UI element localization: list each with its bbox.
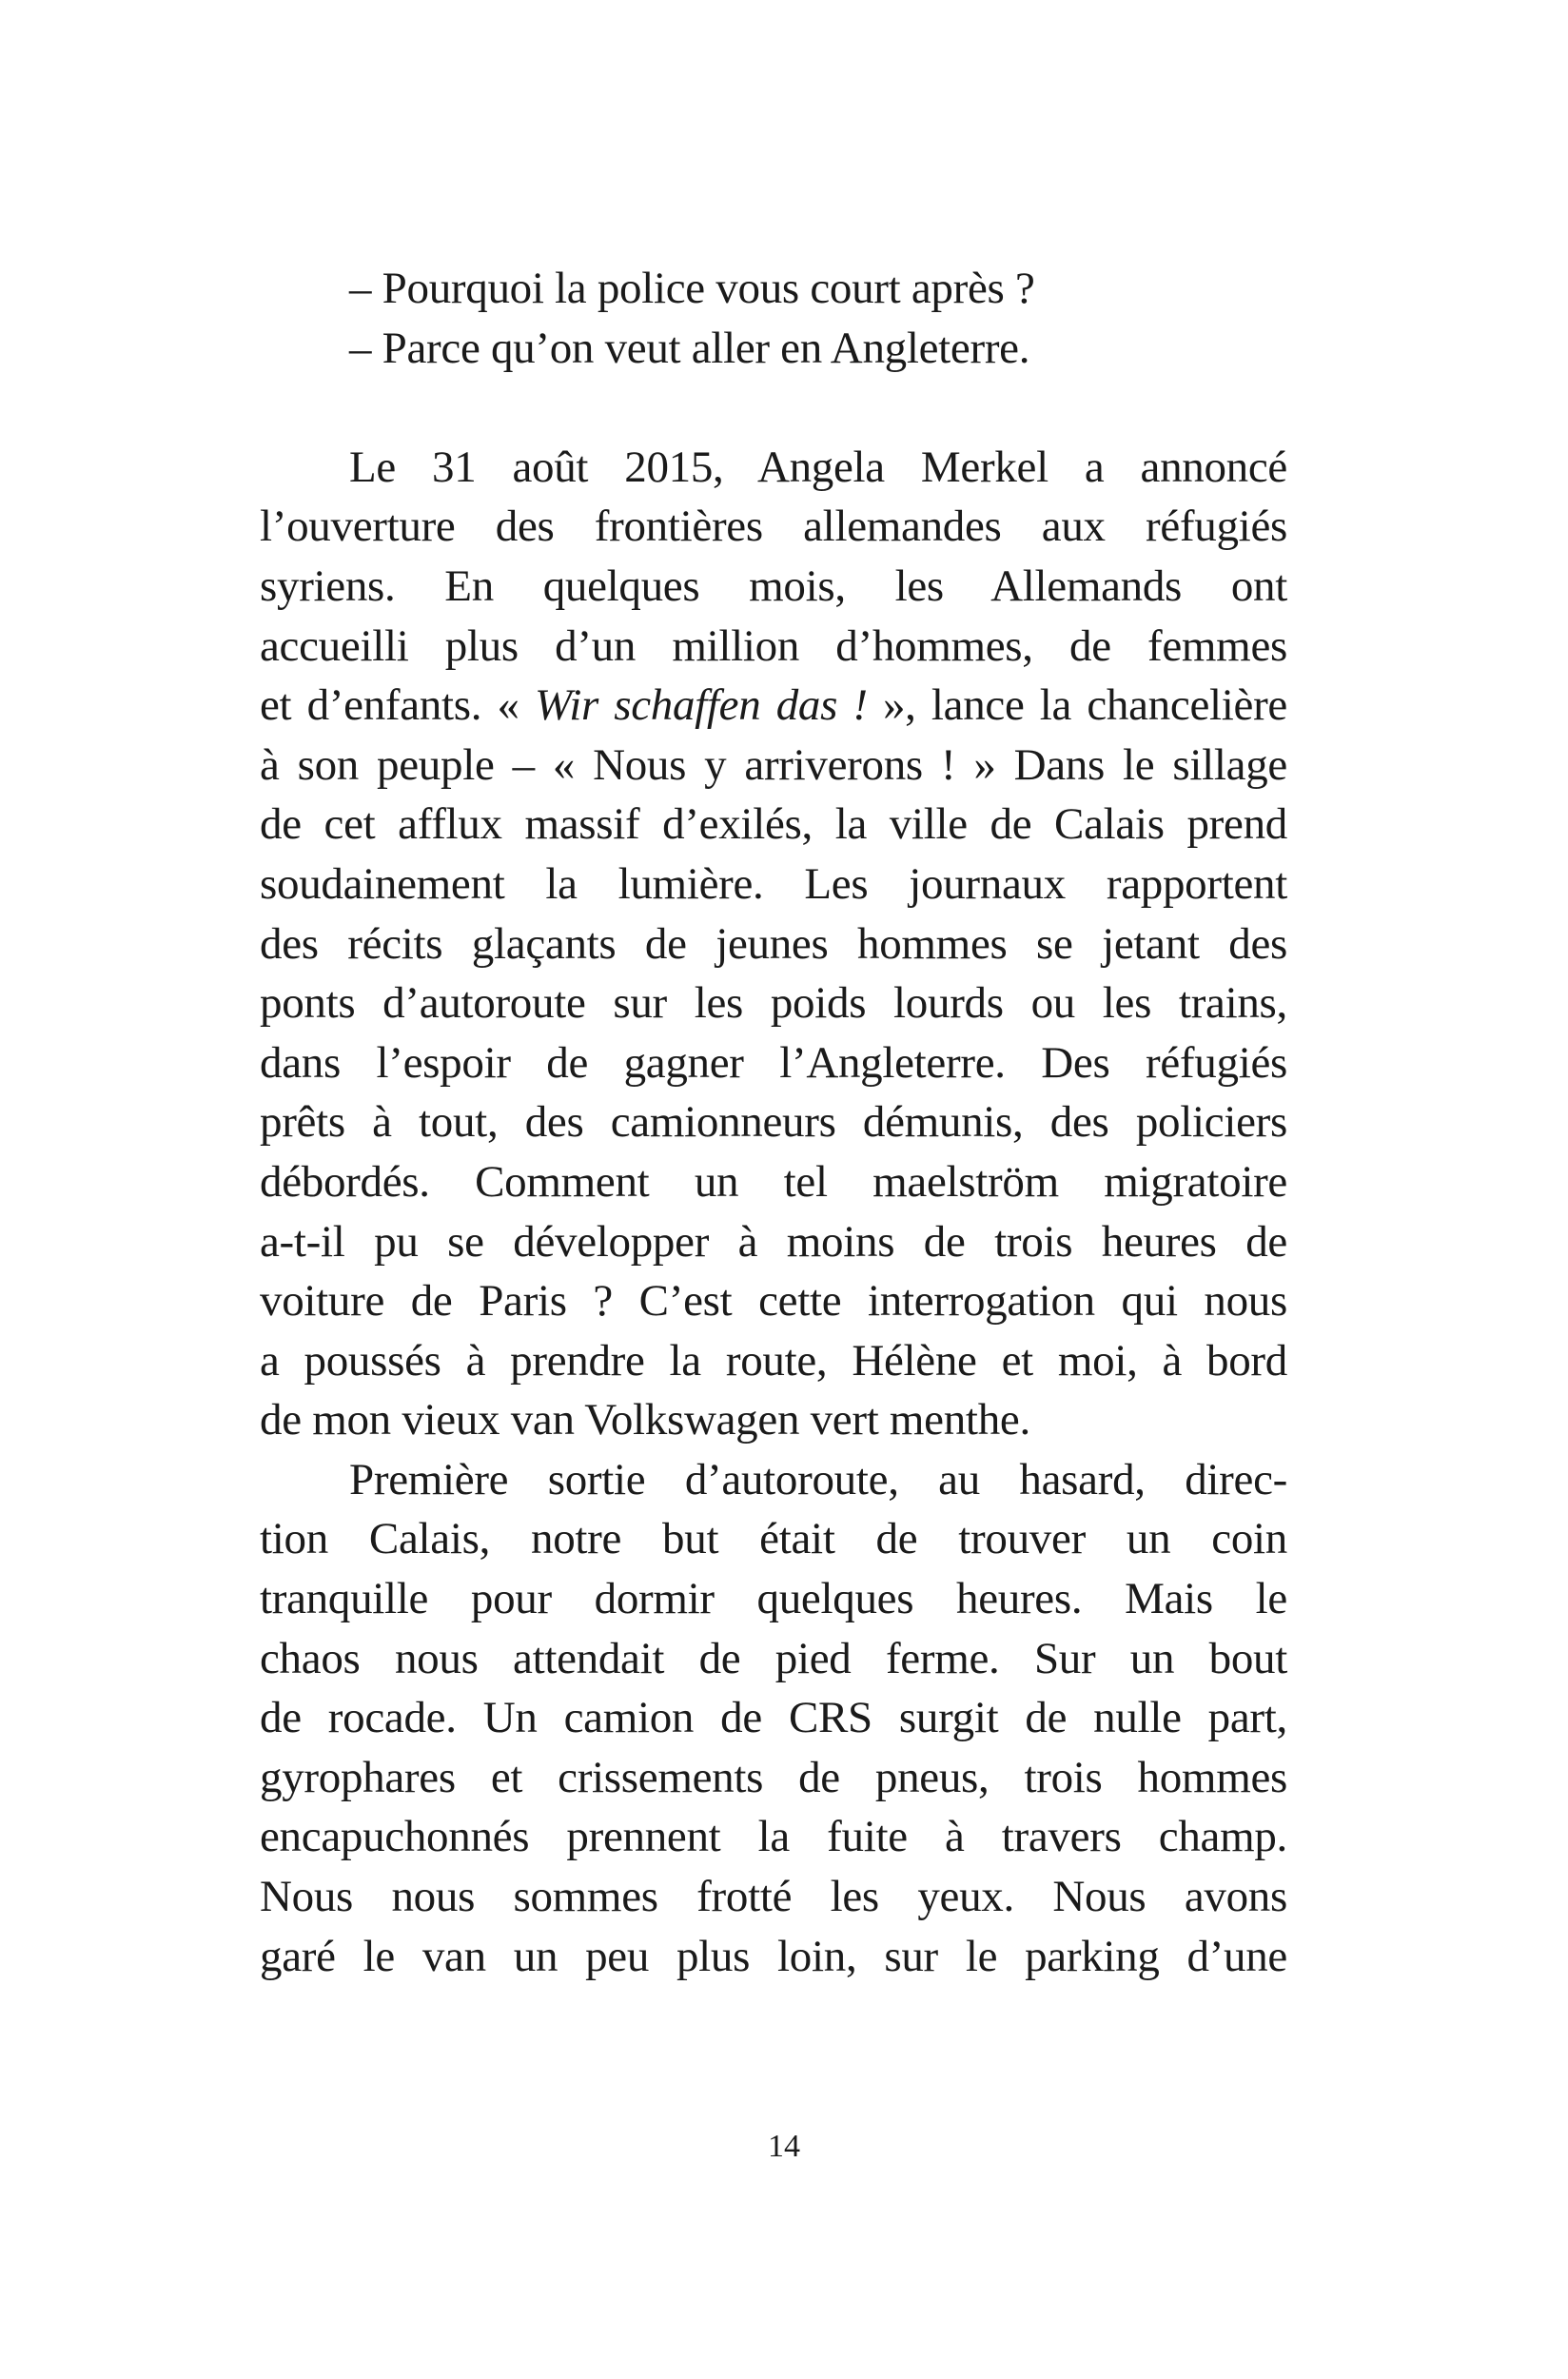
text-line: [260, 1629, 1287, 1689]
text-segment: Le 31 août 2015, Angela Merkel a annoncé: [349, 442, 1287, 492]
italic-quote: Wir schaffen das !: [534, 680, 868, 731]
body-text: [260, 259, 1287, 1986]
paragraph: [260, 438, 1287, 1450]
text-segment: Première sortie d’autoroute, au hasard, direc-: [349, 1454, 1287, 1504]
page-number: 14: [768, 2129, 800, 2164]
text-line: [260, 1033, 1287, 1093]
text-segment: à son peuple – « Nous y arriverons ! » Dans le sillage: [260, 739, 1287, 790]
dialogue-line: – Parce qu’on veut aller en Angleterre.: [349, 323, 1030, 373]
text-segment: prêts à tout, des camionneurs démunis, des policiers: [260, 1097, 1287, 1148]
text-line: [260, 1509, 1287, 1569]
text-segment: de cet afflux massif d’exilés, la ville de Calais prend: [260, 799, 1287, 850]
text-segment: encapuchonnés prennent la fuite à travers champ.: [260, 1812, 1287, 1862]
text-segment: a-t-il pu se développer à moins de trois heures de: [260, 1216, 1287, 1267]
text-line: [260, 1688, 1287, 1748]
text-line: [260, 1748, 1287, 1808]
text-segment: syriens. En quelques mois, les Allemands ont: [260, 560, 1287, 611]
text-segment: des récits glaçants de jeunes hommes se jetant des: [260, 918, 1287, 969]
text-line: [260, 557, 1287, 617]
text-segment: de mon vieux van Volkswagen vert menthe.: [260, 1395, 1030, 1445]
text-segment: de rocade. Un camion de CRS surgit de nulle part,: [260, 1693, 1287, 1743]
text-segment: Nous nous sommes frotté les yeux. Nous avons: [260, 1872, 1287, 1922]
paragraphs: [260, 438, 1287, 1986]
text-segment: gyrophares et crissements de pneus, trois hommes: [260, 1752, 1287, 1802]
text-segment: voiture de Paris ? C’est cette interrogation qui nous: [260, 1276, 1287, 1327]
text-segment: soudainement la lumière. Les journaux rapportent: [260, 858, 1287, 909]
text-line: [260, 1927, 1287, 1987]
text-segment: débordés. Comment un tel maelström migratoire: [260, 1156, 1287, 1207]
text-line: [260, 1212, 1287, 1272]
text-segment: tranquille pour dormir quelques heures. Mais le: [260, 1574, 1287, 1624]
text-line: [260, 1569, 1287, 1629]
text-segment: garé le van un peu plus loin, sur le parking d’une: [260, 1931, 1287, 1981]
text-segment: ponts d’autoroute sur les poids lourds ou les trains,: [260, 978, 1287, 1029]
text-segment: accueilli plus d’un million d’hommes, de femmes: [260, 620, 1287, 671]
paragraph-gap: [260, 378, 1287, 438]
text-line: [260, 736, 1287, 796]
dialogue-line: – Pourquoi la police vous court après ?: [349, 264, 1035, 313]
text-line: [260, 676, 1287, 736]
text-line: [260, 1092, 1287, 1152]
text-line: [260, 973, 1287, 1033]
text-line: [260, 1450, 1287, 1510]
text-line: [260, 1390, 1287, 1450]
text-line: [260, 617, 1287, 677]
text-segment: a poussés à prendre la route, Hélène et moi, à bord: [260, 1335, 1287, 1386]
text-line: [260, 497, 1287, 557]
text-segment: chaos nous attendait de pied ferme. Sur un bout: [260, 1633, 1287, 1683]
text-segment: », lance la chancelière: [867, 680, 1287, 731]
text-segment: tion Calais, notre but était de trouver un coin: [260, 1514, 1287, 1564]
text-line: [260, 438, 1287, 498]
text-line: [260, 1331, 1287, 1391]
text-line: [260, 1867, 1287, 1927]
text-line: [260, 795, 1287, 855]
text-line: [260, 1807, 1287, 1867]
text-line: [260, 1271, 1287, 1331]
text-line: [260, 1152, 1287, 1212]
paragraph: [260, 1450, 1287, 1986]
text-segment: l’ouverture des frontières allemandes aux réfugiés: [260, 501, 1287, 552]
text-line: [260, 855, 1287, 914]
text-segment: et d’enfants. «: [260, 680, 535, 731]
text-segment: dans l’espoir de gagner l’Angleterre. Des réfugiés: [260, 1037, 1287, 1088]
text-line: [260, 914, 1287, 974]
